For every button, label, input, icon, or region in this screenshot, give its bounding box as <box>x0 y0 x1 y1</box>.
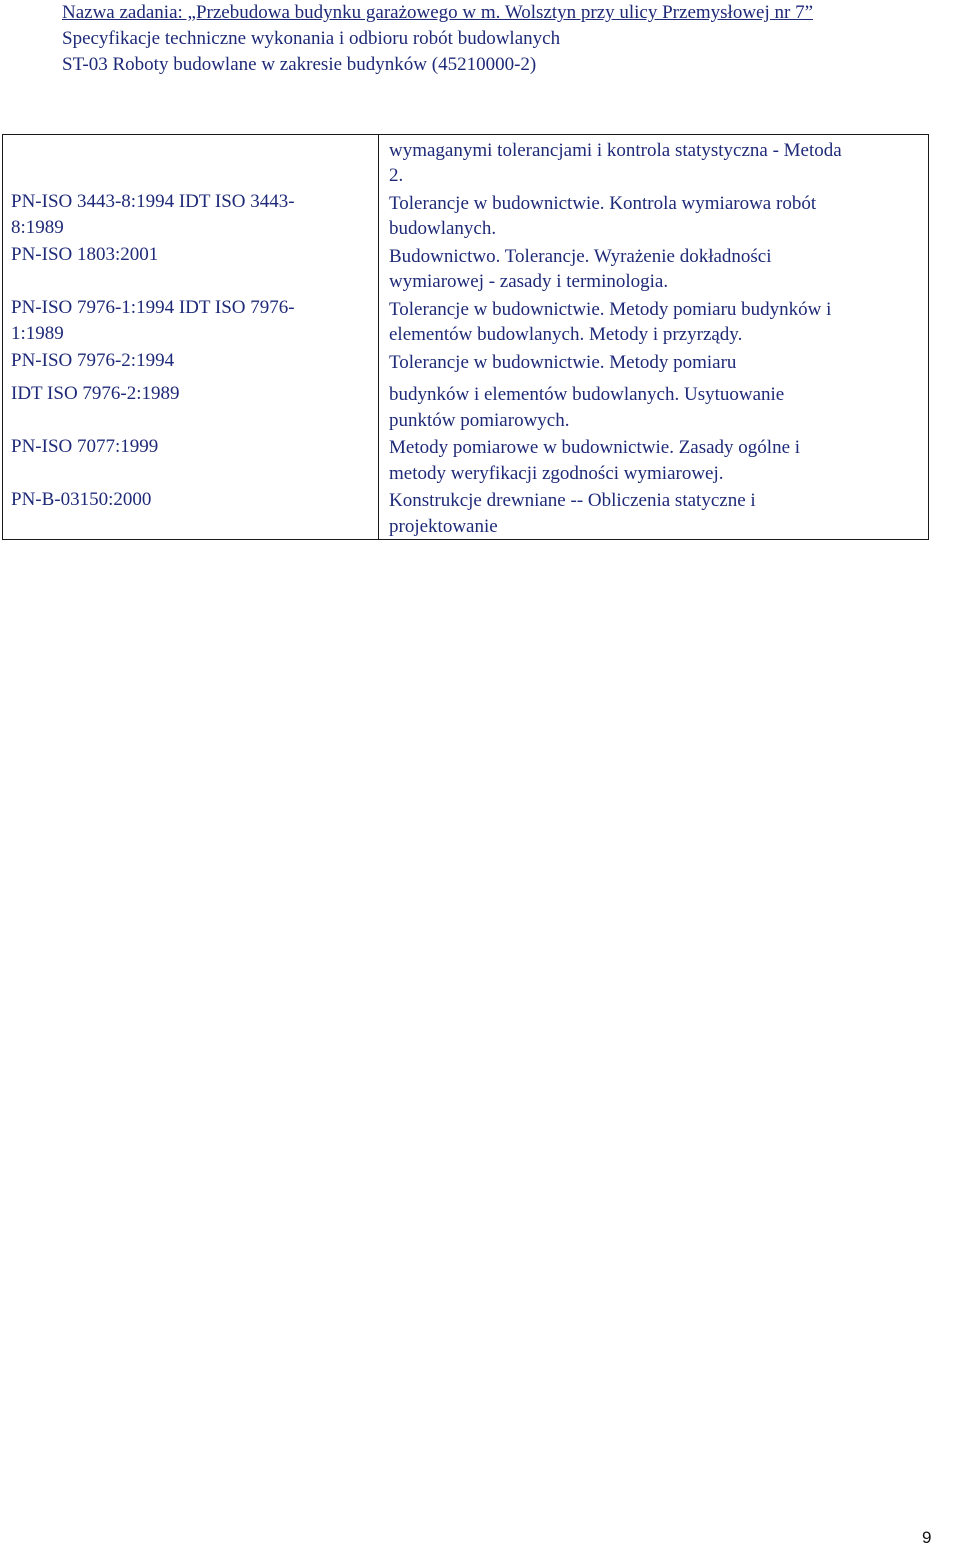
standard-description: Konstrukcje drewniane -- Obliczenia statyczne i <box>389 490 756 511</box>
standard-code: PN-B-03150:2000 <box>11 489 152 510</box>
standard-code: PN-ISO 7976-2:1994 <box>11 350 175 371</box>
standard-description: metody weryfikacji zgodności wymiarowej. <box>389 463 724 484</box>
standard-code: 8:1989 <box>11 217 64 238</box>
standard-code: PN-ISO 3443-8:1994 IDT ISO 3443- <box>11 191 295 212</box>
standard-description: 2. <box>389 165 404 186</box>
standard-code: PN-ISO 1803:2001 <box>11 244 159 265</box>
spec-title: Specyfikacje techniczne wykonania i odbioru robót budowlanych <box>62 28 561 49</box>
standard-code: IDT ISO 7976-2:1989 <box>11 383 180 404</box>
standard-description: Tolerancje w budownictwie. Kontrola wymiarowa robót <box>389 193 817 214</box>
standard-description: projektowanie <box>389 516 498 537</box>
task-name: Nazwa zadania: „Przebudowa budynku garażowego w m. Wolsztyn przy ulicy Przemysłowej nr 7” <box>62 2 814 23</box>
document-header <box>62 0 942 78</box>
standard-description: elementów budowlanych. Metody i przyrządy. <box>389 324 743 345</box>
standard-description: punktów pomiarowych. <box>389 410 570 431</box>
standard-description: Metody pomiarowe w budownictwie. Zasady ogólne i <box>389 437 801 458</box>
standard-description: wymiarowej - zasady i terminologia. <box>389 271 669 292</box>
standard-description: budowlanych. <box>389 218 497 239</box>
standard-description: Tolerancje w budownictwie. Metody pomiaru <box>389 352 737 373</box>
standard-description: Budownictwo. Tolerancje. Wyrażenie dokładności <box>389 246 772 267</box>
page-number: 9 <box>922 1528 932 1547</box>
standard-code: PN-ISO 7077:1999 <box>11 436 159 457</box>
standard-description: Tolerancje w budownictwie. Metody pomiaru budynków i <box>389 299 832 320</box>
standard-description: wymaganymi tolerancjami i kontrola statystyczna - Metoda <box>389 140 842 161</box>
standard-code: 1:1989 <box>11 323 64 344</box>
standard-code: PN-ISO 7976-1:1994 IDT ISO 7976- <box>11 297 295 318</box>
standards-table <box>2 134 929 540</box>
section-title: ST-03 Roboty budowlane w zakresie budynków (45210000-2) <box>62 54 537 75</box>
standard-description: budynków i elementów budowlanych. Usytuowanie <box>389 384 785 405</box>
